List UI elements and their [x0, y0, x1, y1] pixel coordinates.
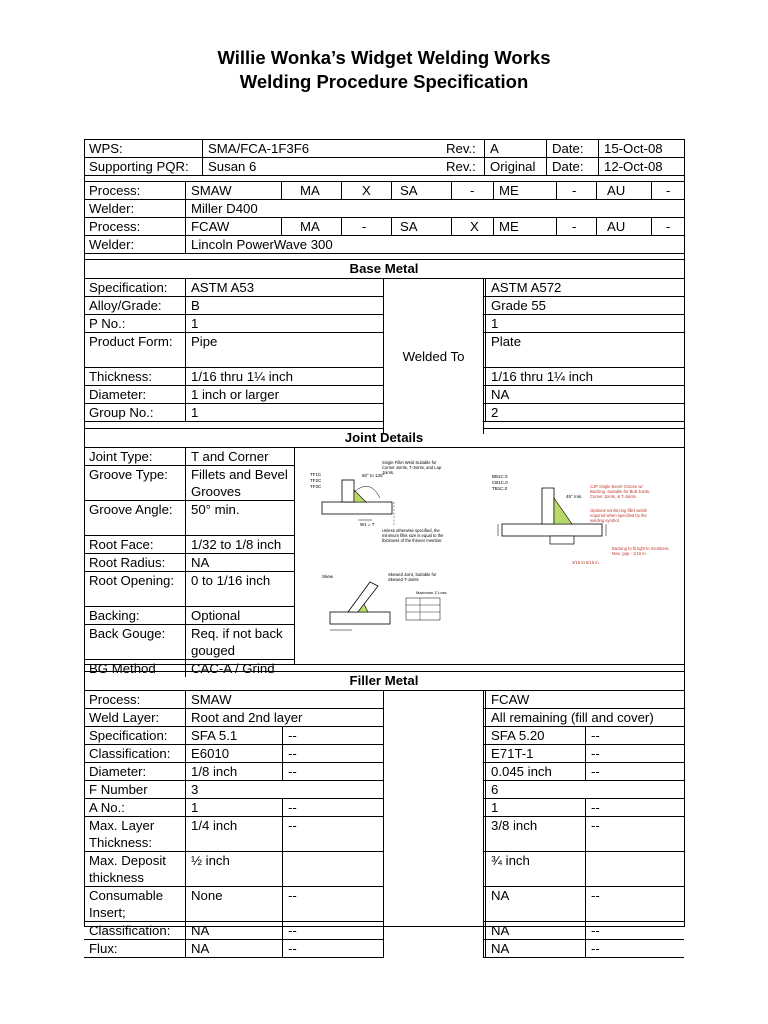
filler-smaw-value: 1/8 inch — [185, 763, 282, 780]
pqr-date-label: Date: — [546, 158, 598, 175]
date-value: 15-Oct-08 — [598, 140, 684, 157]
sketch2-backing-note: Backing to fit tight to members. Max. gap - 1/16 in. — [612, 546, 670, 556]
filler-label: F Number — [89, 782, 148, 797]
sketch2-code: BB1C.0 — [492, 474, 508, 479]
ma-label: MA — [281, 218, 341, 235]
me-value: - — [556, 218, 596, 235]
base-label: Group No.: — [89, 405, 154, 420]
filler-fcaw-value: FCAW — [485, 691, 684, 708]
sketch1-note-top: Single Fillet Weld Suitable for Corner Joints, T-Joints, and Lap Joints. — [382, 460, 442, 475]
filler-smaw-value: E6010 — [185, 745, 282, 762]
sketch2-weld-bead — [554, 498, 572, 524]
sketch1-code: TF3C — [310, 484, 322, 489]
filler-smaw-alt: -- — [282, 763, 382, 780]
base-left-value: B — [185, 297, 382, 314]
filler-smaw-value: Root and 2nd layer — [185, 709, 382, 726]
filler-label: Flux: — [89, 941, 118, 956]
ma-value: X — [341, 182, 391, 199]
filler-fcaw-value: 3/8 inch — [485, 817, 585, 851]
me-label: ME — [493, 182, 556, 199]
joint-value: NA — [185, 554, 294, 571]
filler-smaw-alt: -- — [282, 940, 382, 957]
fillet-weld-sketch — [304, 456, 484, 566]
date-label: Date: — [546, 140, 598, 157]
base-left-value: 1 — [185, 315, 382, 332]
me-label: ME — [493, 218, 556, 235]
filler-smaw-alt: -- — [282, 799, 382, 816]
filler-smaw-value: 1/4 inch — [185, 817, 282, 851]
joint-value: CAC-A / Grind — [185, 660, 294, 677]
sa-label: SA — [391, 182, 451, 199]
filler-smaw-value: SMAW — [185, 691, 382, 708]
filler-label: Classification: — [89, 746, 171, 761]
sketch2-note-right: CJP Single Bevel Groove w/ Backing. Suitable for Butt Joints, Corner Joints, & T-Joints. — [590, 484, 651, 499]
base-left-value: ASTM A53 — [185, 279, 382, 296]
filler-fcaw-value: 1 — [485, 799, 585, 816]
filler-label: Diameter: — [89, 764, 147, 779]
sketch1-code: TF1C — [310, 472, 322, 477]
joint-label: Groove Angle: — [89, 502, 173, 517]
filler-smaw-alt: -- — [282, 887, 382, 921]
base-right-value: 2 — [485, 404, 684, 421]
base-metal-table — [84, 279, 684, 422]
filler-smaw-alt: -- — [282, 922, 382, 939]
filler-metal-heading: Filler Metal — [84, 672, 684, 691]
pqr-label: Supporting PQR: — [89, 159, 189, 174]
base-right-value: 1/16 thru 1¼ inch — [485, 368, 684, 385]
filler-spacer-column — [383, 691, 484, 958]
rev-label: Rev.: — [446, 141, 476, 156]
filler-smaw-value: 1 — [185, 799, 282, 816]
process-label: Process: — [89, 183, 141, 198]
filler-smaw-value: None — [185, 887, 282, 921]
sketch2-backing-bar — [550, 536, 574, 544]
welder-row-2 — [84, 236, 684, 254]
process-label: Process: — [89, 219, 141, 234]
pqr-value: Susan 6 — [202, 158, 382, 175]
sketch3-table — [406, 598, 440, 620]
me-value: - — [556, 182, 596, 199]
wps-form — [84, 139, 684, 958]
au-label: AU — [596, 218, 651, 235]
base-right-value: Plate — [485, 333, 684, 367]
joint-label: Root Opening: — [89, 573, 175, 588]
au-value: - — [651, 182, 684, 199]
sa-value: - — [451, 182, 493, 199]
sketch1-code: TF2C — [310, 478, 322, 483]
pqr-date-value: 12-Oct-08 — [598, 158, 684, 175]
filler-label: Consumable Insert; — [89, 888, 164, 920]
filler-label: Process: — [89, 692, 141, 707]
base-right-value: Grade 55 — [485, 297, 684, 314]
welder-row-1 — [84, 200, 684, 218]
joint-value: Fillets and Bevel Grooves — [185, 466, 294, 500]
filler-fcaw-alt: -- — [585, 745, 684, 762]
filler-fcaw-value: 6 — [485, 781, 684, 798]
filler-fcaw-alt: -- — [585, 887, 684, 921]
document-title: Willie Wonka’s Widget Welding Works — [217, 47, 551, 68]
ma-value: - — [341, 218, 391, 235]
base-right-value: ASTM A572 — [485, 279, 684, 296]
filler-fcaw-value: E71T-1 — [485, 745, 585, 762]
joint-value: 50° min. — [185, 501, 294, 535]
filler-fcaw-alt: -- — [585, 727, 684, 744]
sketch2-note-fillet: Optional reinforcing fillet welds required when specified by the welding symbol. — [590, 508, 647, 523]
joint-label: Backing: — [89, 608, 140, 623]
joint-value: T and Corner — [185, 448, 294, 465]
filler-label: Max. Layer Thickness: — [89, 818, 155, 850]
filler-fcaw-alt: -- — [585, 940, 684, 957]
sketch3-note: Skewed Joint, Suitable for Skewed T-Joints — [388, 572, 437, 582]
rev-value: A — [484, 140, 546, 157]
filler-fcaw-value: All remaining (fill and cover) — [485, 709, 684, 726]
welder-label: Welder: — [89, 201, 135, 216]
sketch2-root-open: 3/16 to 5/16 in. — [572, 560, 600, 565]
au-label: AU — [596, 182, 651, 199]
welded-to-label: Welded To — [383, 279, 484, 434]
bevel-groove-sketch — [484, 468, 684, 588]
joint-details-table — [84, 448, 684, 676]
base-label: Specification: — [89, 280, 168, 295]
sketch1-stem-plate — [342, 480, 354, 502]
sketch2-stem-plate — [542, 488, 554, 524]
joint-value: Optional — [185, 607, 294, 624]
process-value: FCAW — [185, 218, 281, 235]
base-left-value: 1/16 thru 1¼ inch — [185, 368, 382, 385]
wps-row — [84, 139, 684, 158]
filler-fcaw-alt: -- — [585, 799, 684, 816]
sketch3-table-title: Maximum Z Loss — [416, 590, 447, 595]
pqr-rev-label: Rev.: — [446, 159, 476, 174]
filler-fcaw-value: NA — [485, 940, 585, 957]
welder-value: Miller D400 — [185, 200, 684, 217]
base-left-value: 1 — [185, 404, 382, 421]
filler-fcaw-value: SFA 5.20 — [485, 727, 585, 744]
joint-label: Back Gouge: — [89, 626, 166, 641]
filler-smaw-value: SFA 5.1 — [185, 727, 282, 744]
filler-label: Specification: — [89, 728, 168, 743]
joint-label: Root Face: — [89, 537, 154, 552]
process-row-1 — [84, 182, 684, 200]
filler-smaw-value: NA — [185, 922, 282, 939]
filler-fcaw-alt: -- — [585, 817, 684, 851]
joint-label: BG Method — [89, 661, 156, 676]
base-label: Diameter: — [89, 387, 147, 402]
filler-label: A No.: — [89, 800, 125, 815]
sketch2-angle: 45° min. — [566, 494, 583, 499]
base-left-value: Pipe — [185, 333, 382, 367]
filler-fcaw-alt: -- — [585, 763, 684, 780]
pqr-row — [84, 158, 684, 176]
filler-fcaw-value: NA — [485, 922, 585, 939]
sketch1-note-bottom: Unless otherwise specified, the minimum fillet size is equal to the thickness of the thinner member. — [382, 528, 444, 543]
sketch2-code: TB1C.0 — [492, 486, 508, 491]
joint-value: 1/32 to 1/8 inch — [185, 536, 294, 553]
joint-label: Groove Type: — [89, 467, 168, 482]
joint-label: Root Radius: — [89, 555, 166, 570]
wps-label: WPS: — [89, 141, 123, 156]
joint-value: 0 to 1/16 inch — [185, 572, 294, 606]
filler-smaw-value: 3 — [185, 781, 382, 798]
filler-fcaw-value: ¾ inch — [485, 852, 585, 886]
sketch1-angle: 60° to 135° — [362, 473, 385, 478]
filler-smaw-alt — [282, 852, 382, 886]
sa-label: SA — [391, 218, 451, 235]
filler-smaw-value: NA — [185, 940, 282, 957]
pqr-rev-value: Original — [484, 158, 546, 175]
filler-fcaw-value: NA — [485, 887, 585, 921]
joint-value: Req. if not back gouged — [185, 625, 294, 659]
sketch1-dim: W1 = T — [360, 522, 375, 527]
sketch1-base-plate — [322, 502, 392, 514]
welder-value: Lincoln PowerWave 300 — [185, 236, 684, 253]
joint-label: Joint Type: — [89, 449, 153, 464]
wps-value: SMA/FCA-1F3F6 — [202, 140, 382, 157]
base-label: Product Form: — [89, 334, 173, 349]
filler-label: Classification: — [89, 923, 171, 938]
filler-fcaw-alt: -- — [585, 922, 684, 939]
process-value: SMAW — [185, 182, 281, 199]
filler-metal-table — [84, 691, 684, 958]
joint-details-heading: Joint Details — [84, 429, 684, 448]
sketch2-base-plate — [502, 524, 602, 536]
filler-fcaw-alt — [585, 852, 684, 886]
base-right-value: 1 — [485, 315, 684, 332]
au-value: - — [651, 218, 684, 235]
filler-fcaw-value: 0.045 inch — [485, 763, 585, 780]
filler-smaw-alt: -- — [282, 727, 382, 744]
sketch3-base-plate — [330, 612, 390, 624]
base-label: P No.: — [89, 316, 126, 331]
base-label: Alloy/Grade: — [89, 298, 162, 313]
base-right-value: NA — [485, 386, 684, 403]
welder-label: Welder: — [89, 237, 135, 252]
document-subtitle: Welding Procedure Specification — [239, 71, 529, 92]
sketch3-label: Skew — [322, 574, 334, 579]
filler-label: Max. Deposit thickness — [89, 853, 166, 885]
skewed-joint-sketch — [316, 566, 466, 661]
process-row-2 — [84, 218, 684, 236]
base-label: Thickness: — [89, 369, 153, 384]
ma-label: MA — [281, 182, 341, 199]
sa-value: X — [451, 218, 493, 235]
filler-label: Weld Layer: — [89, 710, 160, 725]
filler-smaw-value: ½ inch — [185, 852, 282, 886]
filler-smaw-alt: -- — [282, 817, 382, 851]
filler-smaw-alt: -- — [282, 745, 382, 762]
base-metal-heading: Base Metal — [84, 260, 684, 279]
base-left-value: 1 inch or larger — [185, 386, 382, 403]
sketch2-code: CB1C.0 — [492, 480, 508, 485]
sketch1-weld-bead — [354, 490, 366, 502]
